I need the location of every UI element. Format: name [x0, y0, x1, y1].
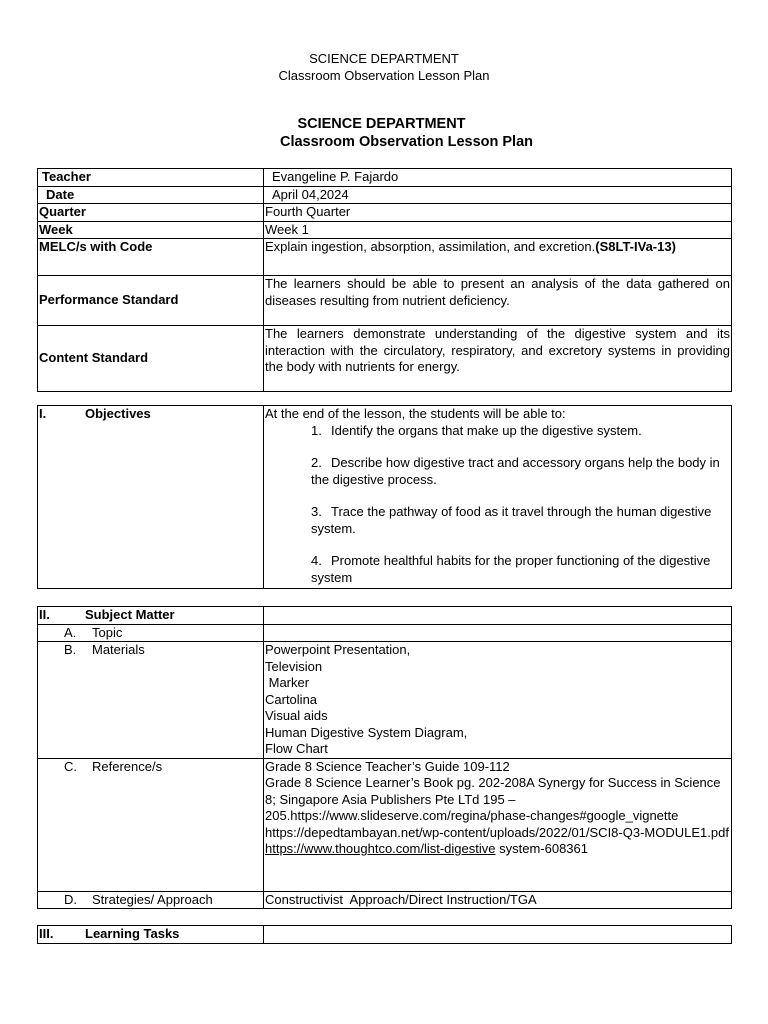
melc-cell: [264, 239, 732, 276]
objective-text: Describe how digestive tract and accessory organs help the body in the digestive process.: [311, 455, 720, 487]
references-text: Grade 8 Science Teacher’s Guide 109-112 Grade 8 Science Learner’s Book pg. 202-208A Synergy for Success in Science 8; Singapore Asia Publishers Pte LTd 195 – 205.https://www.slideserve.com/regina/phase-changes#google_vignette https://depedtambayan.net/wp-content/uploads/2022/01/SCI8-Q3-MODULE1.pdf: [265, 758, 729, 840]
strategies-label-cell: [38, 891, 264, 909]
subject-matter-table: [37, 606, 732, 909]
references-label-cell: [38, 758, 264, 891]
materials-label: Materials: [92, 642, 145, 657]
material-item: Flow Chart: [265, 741, 328, 756]
learning-tasks-numeral: III.: [39, 926, 54, 941]
objective-num: 1.: [311, 422, 322, 438]
material-item: Television: [265, 658, 323, 674]
objectives-numeral: I.: [39, 406, 47, 421]
quarter-value: Fourth Quarter: [264, 204, 732, 222]
objective-text: Identify the organs that make up the digestive system.: [331, 422, 642, 438]
objective-item: [265, 423, 730, 440]
materials-label-cell: [38, 642, 264, 759]
objective-item: [265, 455, 730, 488]
main-header: [0, 116, 768, 152]
melc-code: (S8LT-IVa-13): [595, 239, 676, 254]
references-cell: [264, 758, 732, 891]
top-department: SCIENCE DEPARTMENT: [309, 51, 459, 66]
quarter-label: Quarter: [38, 204, 264, 222]
topic-row: [38, 624, 732, 642]
subject-matter-heading: [38, 607, 264, 625]
topic-value: [264, 624, 732, 642]
learning-tasks-row: [38, 926, 732, 944]
performance-value: The learners should be able to present an analysis of the data gathered on diseases resulting from nutrient deficiency.: [264, 276, 732, 326]
learning-tasks-heading: [38, 926, 264, 944]
topic-letter: A.: [64, 624, 77, 640]
performance-label: Performance Standard: [38, 276, 264, 326]
objective-item: [265, 504, 730, 537]
top-header: [0, 50, 768, 84]
subject-matter-row: [38, 607, 732, 625]
strategies-label: Strategies/ Approach: [92, 891, 213, 907]
quarter-row: [38, 204, 732, 222]
references-link-suffix: system-608361: [495, 841, 588, 856]
teacher-label: Teacher: [38, 169, 264, 187]
main-title: Classroom Observation Lesson Plan: [279, 134, 534, 150]
objectives-cell: [264, 406, 732, 589]
objectives-intro: At the end of the lesson, the students will be able to:: [265, 406, 566, 421]
references-link[interactable]: https://www.thoughtco.com/list-digestive: [265, 841, 496, 856]
strategies-value: Constructivist Approach/Direct Instruction/TGA: [264, 891, 732, 909]
objectives-table: [37, 405, 732, 589]
info-table: [37, 168, 732, 392]
week-row: [38, 221, 732, 239]
materials-cell: [264, 642, 732, 759]
references-letter: C.: [64, 758, 77, 774]
melc-row: [38, 239, 732, 276]
objectives-label: Objectives: [85, 406, 151, 421]
week-value: Week 1: [264, 221, 732, 239]
date-label: Date: [38, 186, 264, 204]
objective-num: 3.: [311, 504, 322, 519]
material-item: Cartolina: [265, 691, 318, 707]
material-item: Powerpoint Presentation,: [265, 642, 411, 657]
teacher-row: [38, 169, 732, 187]
material-item: Visual aids: [265, 708, 328, 723]
references-row: [38, 758, 732, 891]
objective-num: 4.: [311, 553, 322, 568]
subject-matter-label: Subject Matter: [85, 607, 175, 622]
topic-label-cell: [38, 624, 264, 642]
week-label: Week: [38, 221, 264, 239]
melc-value: Explain ingestion, absorption, assimilation, and excretion.: [265, 239, 596, 254]
materials-row: [38, 642, 732, 759]
top-title: Classroom Observation Lesson Plan: [278, 68, 490, 83]
objectives-heading: [38, 406, 264, 589]
melc-label: MELC/s with Code: [38, 239, 264, 276]
objective-num: 2.: [311, 455, 322, 470]
material-item: Marker: [265, 675, 310, 690]
topic-label: Topic: [92, 624, 123, 640]
learning-tasks-value: [264, 926, 732, 944]
materials-letter: B.: [64, 642, 77, 657]
references-label: Reference/s: [92, 758, 163, 774]
objectives-row: [38, 406, 732, 589]
performance-row: [38, 276, 732, 326]
objective-item: [265, 553, 730, 586]
content-value: The learners demonstrate understanding of the digestive system and its interaction with the circulatory, respiratory, and excretory systems in providing the body with nutrients for energy.: [264, 326, 732, 392]
learning-tasks-table: [37, 925, 732, 944]
objective-text: Trace the pathway of food as it travel through the human digestive system.: [311, 504, 712, 536]
subject-matter-numeral: II.: [39, 607, 50, 622]
material-item: Human Digestive System Diagram,: [265, 724, 468, 740]
content-label: Content Standard: [38, 326, 264, 392]
date-value: April 04,2024: [264, 186, 732, 204]
objective-text: Promote healthful habits for the proper functioning of the digestive system: [311, 553, 711, 585]
main-department: SCIENCE DEPARTMENT: [297, 116, 466, 132]
strategies-row: [38, 891, 732, 909]
teacher-value: Evangeline P. Fajardo: [264, 169, 732, 187]
learning-tasks-label: Learning Tasks: [85, 926, 180, 941]
date-row: [38, 186, 732, 204]
subject-matter-value: [264, 607, 732, 625]
content-row: [38, 326, 732, 392]
strategies-letter: D.: [64, 891, 77, 907]
